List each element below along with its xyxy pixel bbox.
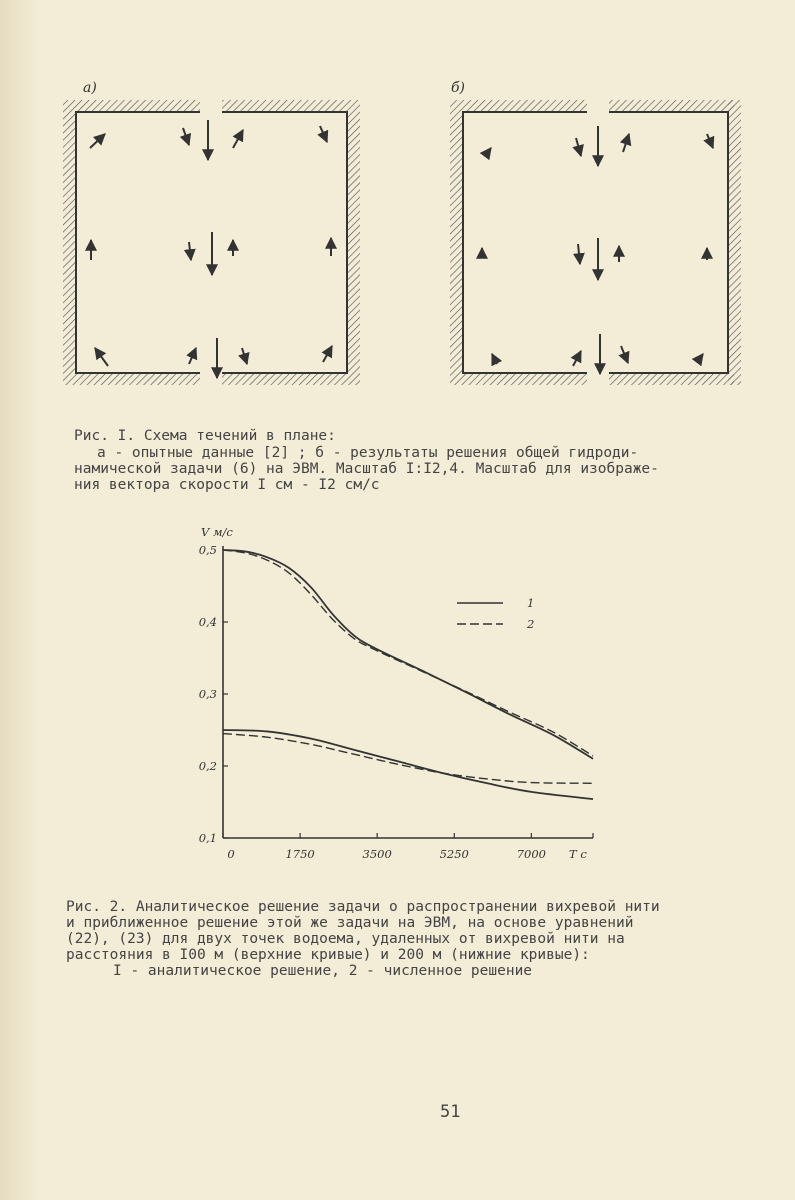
x-tick-label: 5250 xyxy=(439,847,469,861)
series-line-lower-1 xyxy=(223,730,593,799)
panel-b-velocity-arrows xyxy=(482,126,713,374)
figure1-caption-line: ния вектора скорости I см - I2 см/с xyxy=(74,477,380,493)
figure2-caption-line: Рис. 2. Аналитическое решение задачи о распространении вихревой нити xyxy=(66,899,660,915)
panel-a-velocity-arrows xyxy=(90,120,332,378)
series-line-lower-2 xyxy=(223,734,593,784)
x-tick-label: 1750 xyxy=(285,847,315,861)
panel-a-label: а) xyxy=(83,80,97,96)
y-tick-label: 0,5 xyxy=(198,543,217,557)
y-tick-label: 0,4 xyxy=(198,615,217,629)
series-line-upper-2 xyxy=(223,550,593,756)
panel-b-label: б) xyxy=(451,80,466,96)
legend-label-2: 2 xyxy=(527,617,535,631)
x-tick-label: 3500 xyxy=(362,847,392,861)
figure2-caption-line: и приближенное решение этой же задачи на ЭВМ, на основе уравнений xyxy=(66,915,634,931)
chart-legend xyxy=(457,596,534,631)
chart-curves xyxy=(223,550,593,799)
figure2-caption-line: расстояния в I00 м (верхние кривые) и 200 м (нижние кривые): xyxy=(66,947,590,963)
y-tick-label: 0,3 xyxy=(198,687,217,701)
figure1-caption-line: намической задачи (6) на ЭВМ. Масштаб I:I2,4. Масштаб для изображе- xyxy=(74,461,659,477)
y-tick-label: 0,2 xyxy=(198,759,217,773)
page-edge-shade xyxy=(0,0,40,1200)
x-tick-label: 7000 xyxy=(516,847,546,861)
figure2-caption-line: I - аналитическое решение, 2 - численное решение xyxy=(113,963,533,979)
figure1-caption-title: Рис. I. Схема течений в плане: xyxy=(74,428,336,444)
series-line-upper-1 xyxy=(223,550,593,759)
x-tick-label: 0 xyxy=(227,847,235,861)
y-tick-label: 0,1 xyxy=(198,831,217,845)
x-axis-label: Т с xyxy=(569,847,587,861)
panel-b-basin xyxy=(450,100,741,385)
page-number: 51 xyxy=(440,1102,461,1122)
velocity-chart xyxy=(185,520,615,870)
figure1-caption-line: а - опытные данные [2] ; б - результаты решения общей гидроди- xyxy=(97,445,639,461)
legend-label-1: 1 xyxy=(527,596,535,610)
chart-axes xyxy=(199,525,593,861)
figure2-caption-line: (22), (23) для двух точек водоема, удаленных от вихревой нити на xyxy=(66,931,625,947)
y-axis-label: V м/с xyxy=(201,525,233,539)
flow-scheme-figure xyxy=(55,70,755,415)
